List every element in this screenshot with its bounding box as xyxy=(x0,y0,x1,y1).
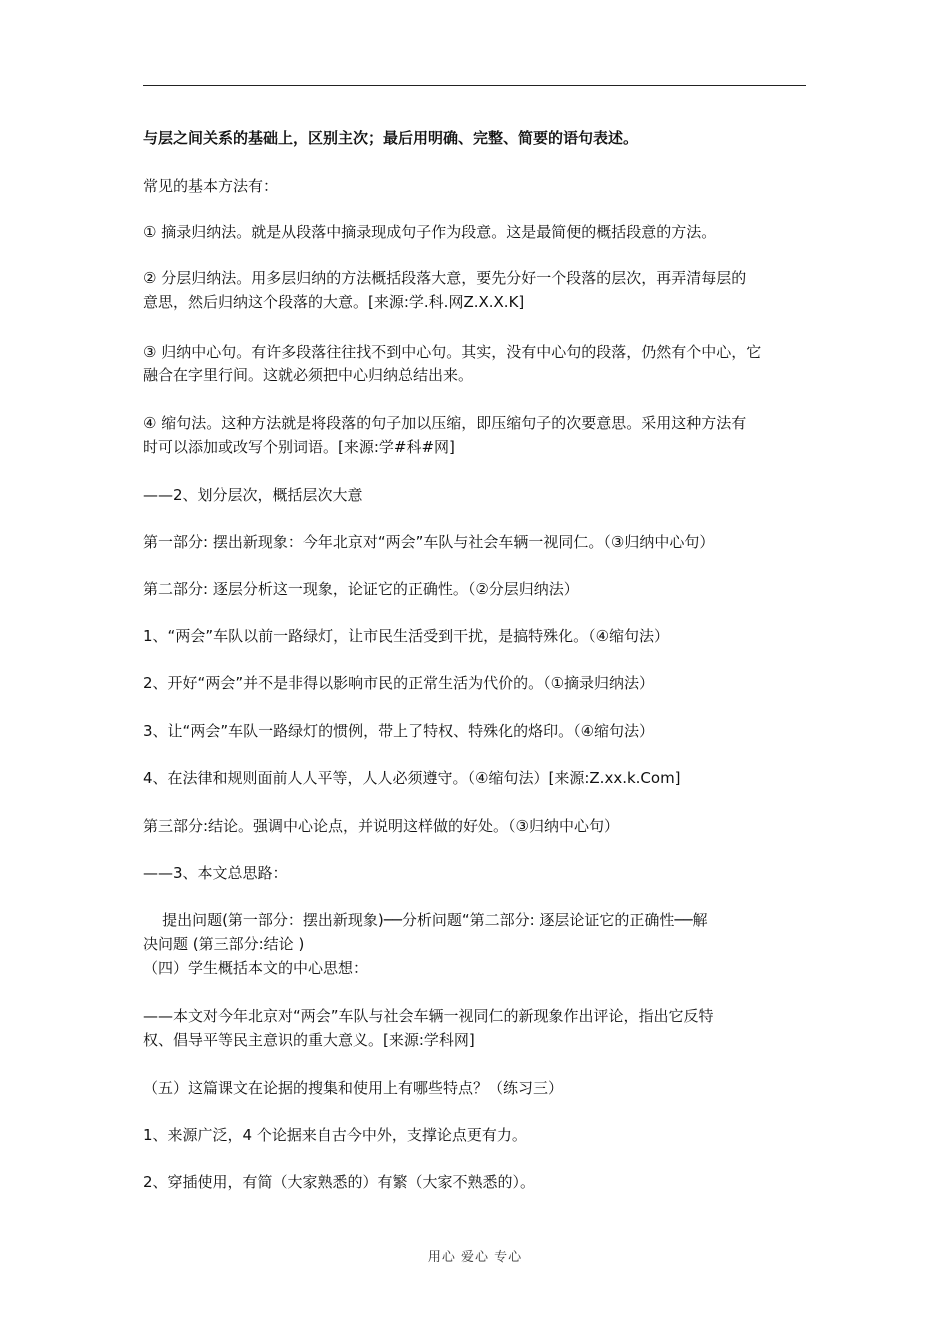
page-footer: 用心 爱心 专心 xyxy=(427,1250,523,1265)
list-item: 1、来源广泛，4 个论据来自古今中外，支撑论点更有力。 xyxy=(143,1126,527,1144)
section-heading: ——2、划分层次，概括层次大意 xyxy=(143,486,363,504)
section-heading: ——3、本文总思路： xyxy=(143,864,288,882)
text-line: ② 分层归纳法。用多层归纳的方法概括段落大意，要先分好一个段落的层次，再弄清每层的 xyxy=(143,269,747,287)
text-line: ——本文对今年北京对“两会”车队与社会车辆一视同仁的新现象作出评论，指出它反特 xyxy=(143,1007,714,1025)
text-line: ③ 归纳中心句。有许多段落往往找不到中心句。其实，没有中心句的段落，仍然有个中心，它 xyxy=(143,343,762,361)
text-line: ① 摘录归纳法。就是从段落中摘录现成句子作为段意。这是最简便的概括段意的方法。 xyxy=(143,223,717,241)
text-line: 常见的基本方法有： xyxy=(143,177,279,195)
list-item: 4、在法律和规则面前人人平等，人人必须遵守。（④缩句法）[来源:Z.xx.k.Com] xyxy=(143,769,681,787)
text-line: 意思，然后归纳这个段落的大意。[来源:学.科.网Z.X.X.K] xyxy=(143,293,525,311)
text-line: 第一部分: 摆出新现象：今年北京对“两会”车队与社会车辆一视同仁。（③归纳中心句） xyxy=(143,533,715,551)
text-line: 时可以添加或改写个别词语。[来源:学#科#网] xyxy=(143,438,455,456)
header-rule xyxy=(143,85,806,86)
text-line: 第二部分: 逐层分析这一现象，论证它的正确性。（②分层归纳法） xyxy=(143,580,579,598)
text-line: ④ 缩句法。这种方法就是将段落的句子加以压缩，即压缩句子的次要意思。采用这种方法有 xyxy=(143,414,747,432)
text-line: 第三部分:结论。强调中心论点，并说明这样做的好处。（③归纳中心句） xyxy=(143,817,620,835)
section-heading: （五）这篇课文在论据的搜集和使用上有哪些特点？（练习三） xyxy=(143,1079,564,1097)
list-item: 2、穿插使用，有简（大家熟悉的）有繁（大家不熟悉的）。 xyxy=(143,1173,536,1191)
text-line: 权、倡导平等民主意识的重大意义。[来源:学科网] xyxy=(143,1031,475,1049)
text-line: 与层之间关系的基础上，区别主次；最后用明确、完整、简要的语句表述。 xyxy=(143,129,639,147)
list-item: 3、让“两会”车队一路绿灯的惯例，带上了特权、特殊化的烙印。（④缩句法） xyxy=(143,722,655,740)
list-item: 1、“两会”车队以前一路绿灯，让市民生活受到干扰，是搞特殊化。（④缩句法） xyxy=(143,627,670,645)
section-heading: （四）学生概括本文的中心思想： xyxy=(143,959,369,977)
list-item: 2、开好“两会”并不是非得以影响市民的正常生活为代价的。（①摘录归纳法） xyxy=(143,674,655,692)
text-line: 融合在字里行间。这就必须把中心归纳总结出来。 xyxy=(143,366,474,384)
text-line: 提出问题(第一部分：摆出新现象)──分析问题“第二部分: 逐层论证它的正确性──解 xyxy=(143,911,708,929)
text-line: 决问题 (第三部分:结论 ) xyxy=(143,935,305,953)
